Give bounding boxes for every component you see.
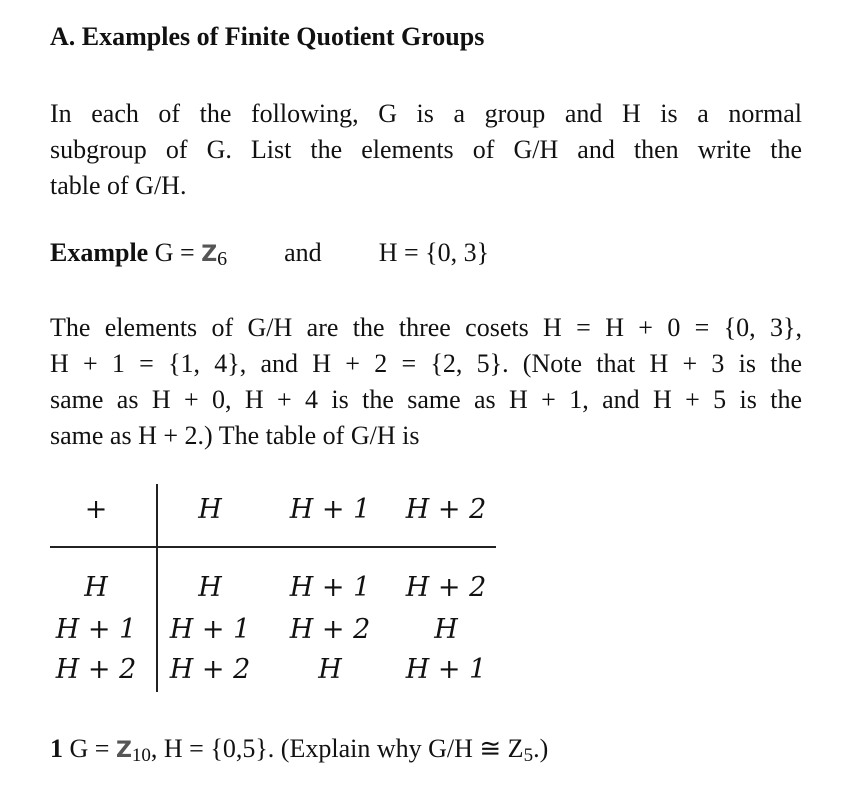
exercise-number: 1 bbox=[50, 734, 63, 763]
table-cell: H + 2 bbox=[289, 614, 371, 645]
section-heading: A. Examples of Finite Quotient Groups bbox=[50, 22, 485, 51]
intro-line: subgroup of G. List the elements of G/H and then write the bbox=[50, 135, 802, 164]
exercise-rest: , H = {0,5}. (Explain why G/H ≅ Z bbox=[150, 734, 524, 763]
intro-line: In each of the following, G is a group and H is a normal bbox=[50, 99, 802, 128]
table-cell: H bbox=[434, 614, 458, 645]
explanation-paragraph bbox=[50, 310, 802, 454]
example-g-lhs: G = bbox=[154, 238, 202, 267]
table-column-header: H bbox=[198, 494, 222, 525]
example-label: Example bbox=[50, 238, 149, 267]
table-operator: + bbox=[84, 494, 108, 525]
explanation-line: H + 1 = {1, 4}, and H + 2 = {2, 5}. (Note that H + 3 is the bbox=[50, 349, 802, 378]
quotient-group-table bbox=[50, 484, 496, 694]
table-cell: H + 2 bbox=[169, 654, 251, 685]
table-cell: H + 1 bbox=[169, 614, 251, 645]
table-row-label: H bbox=[84, 572, 108, 603]
explanation-line: The elements of G/H are the three cosets H = H + 0 = {0, 3}, bbox=[50, 313, 802, 342]
explanation-line: same as H + 0, H + 4 is the same as H + 1, and H + 5 is the bbox=[50, 385, 802, 414]
table-horizontal-rule bbox=[50, 546, 496, 548]
exercise-z5-subscript: 5 bbox=[523, 745, 534, 766]
table-vertical-rule bbox=[156, 484, 158, 692]
example-h-definition: H = {0, 3} bbox=[378, 238, 490, 267]
table-cell: H + 1 bbox=[405, 654, 487, 685]
table-cell: H + 1 bbox=[289, 572, 371, 603]
table-row-label: H + 1 bbox=[55, 614, 137, 645]
integers-mod-symbol: Z bbox=[201, 242, 218, 267]
exercise-g-lhs: G = bbox=[69, 734, 116, 763]
intro-paragraph bbox=[50, 96, 802, 204]
table-column-header: H + 1 bbox=[289, 494, 371, 525]
example-g-subscript: 6 bbox=[217, 248, 228, 270]
intro-line: table of G/H. bbox=[50, 171, 187, 200]
example-conjunction: and bbox=[284, 238, 322, 267]
table-cell: H bbox=[318, 654, 342, 685]
table-column-header: H + 2 bbox=[405, 494, 487, 525]
table-row-label: H + 2 bbox=[55, 654, 137, 685]
example-statement bbox=[50, 238, 489, 271]
table-cell: H bbox=[198, 572, 222, 603]
explanation-line: same as H + 2.) The table of G/H is bbox=[50, 421, 420, 450]
table-cell: H + 2 bbox=[405, 572, 487, 603]
integers-mod-symbol: Z bbox=[115, 738, 132, 763]
exercise-g-subscript: 10 bbox=[131, 745, 151, 766]
exercise-close: .) bbox=[533, 734, 549, 763]
exercise-1 bbox=[50, 734, 548, 767]
